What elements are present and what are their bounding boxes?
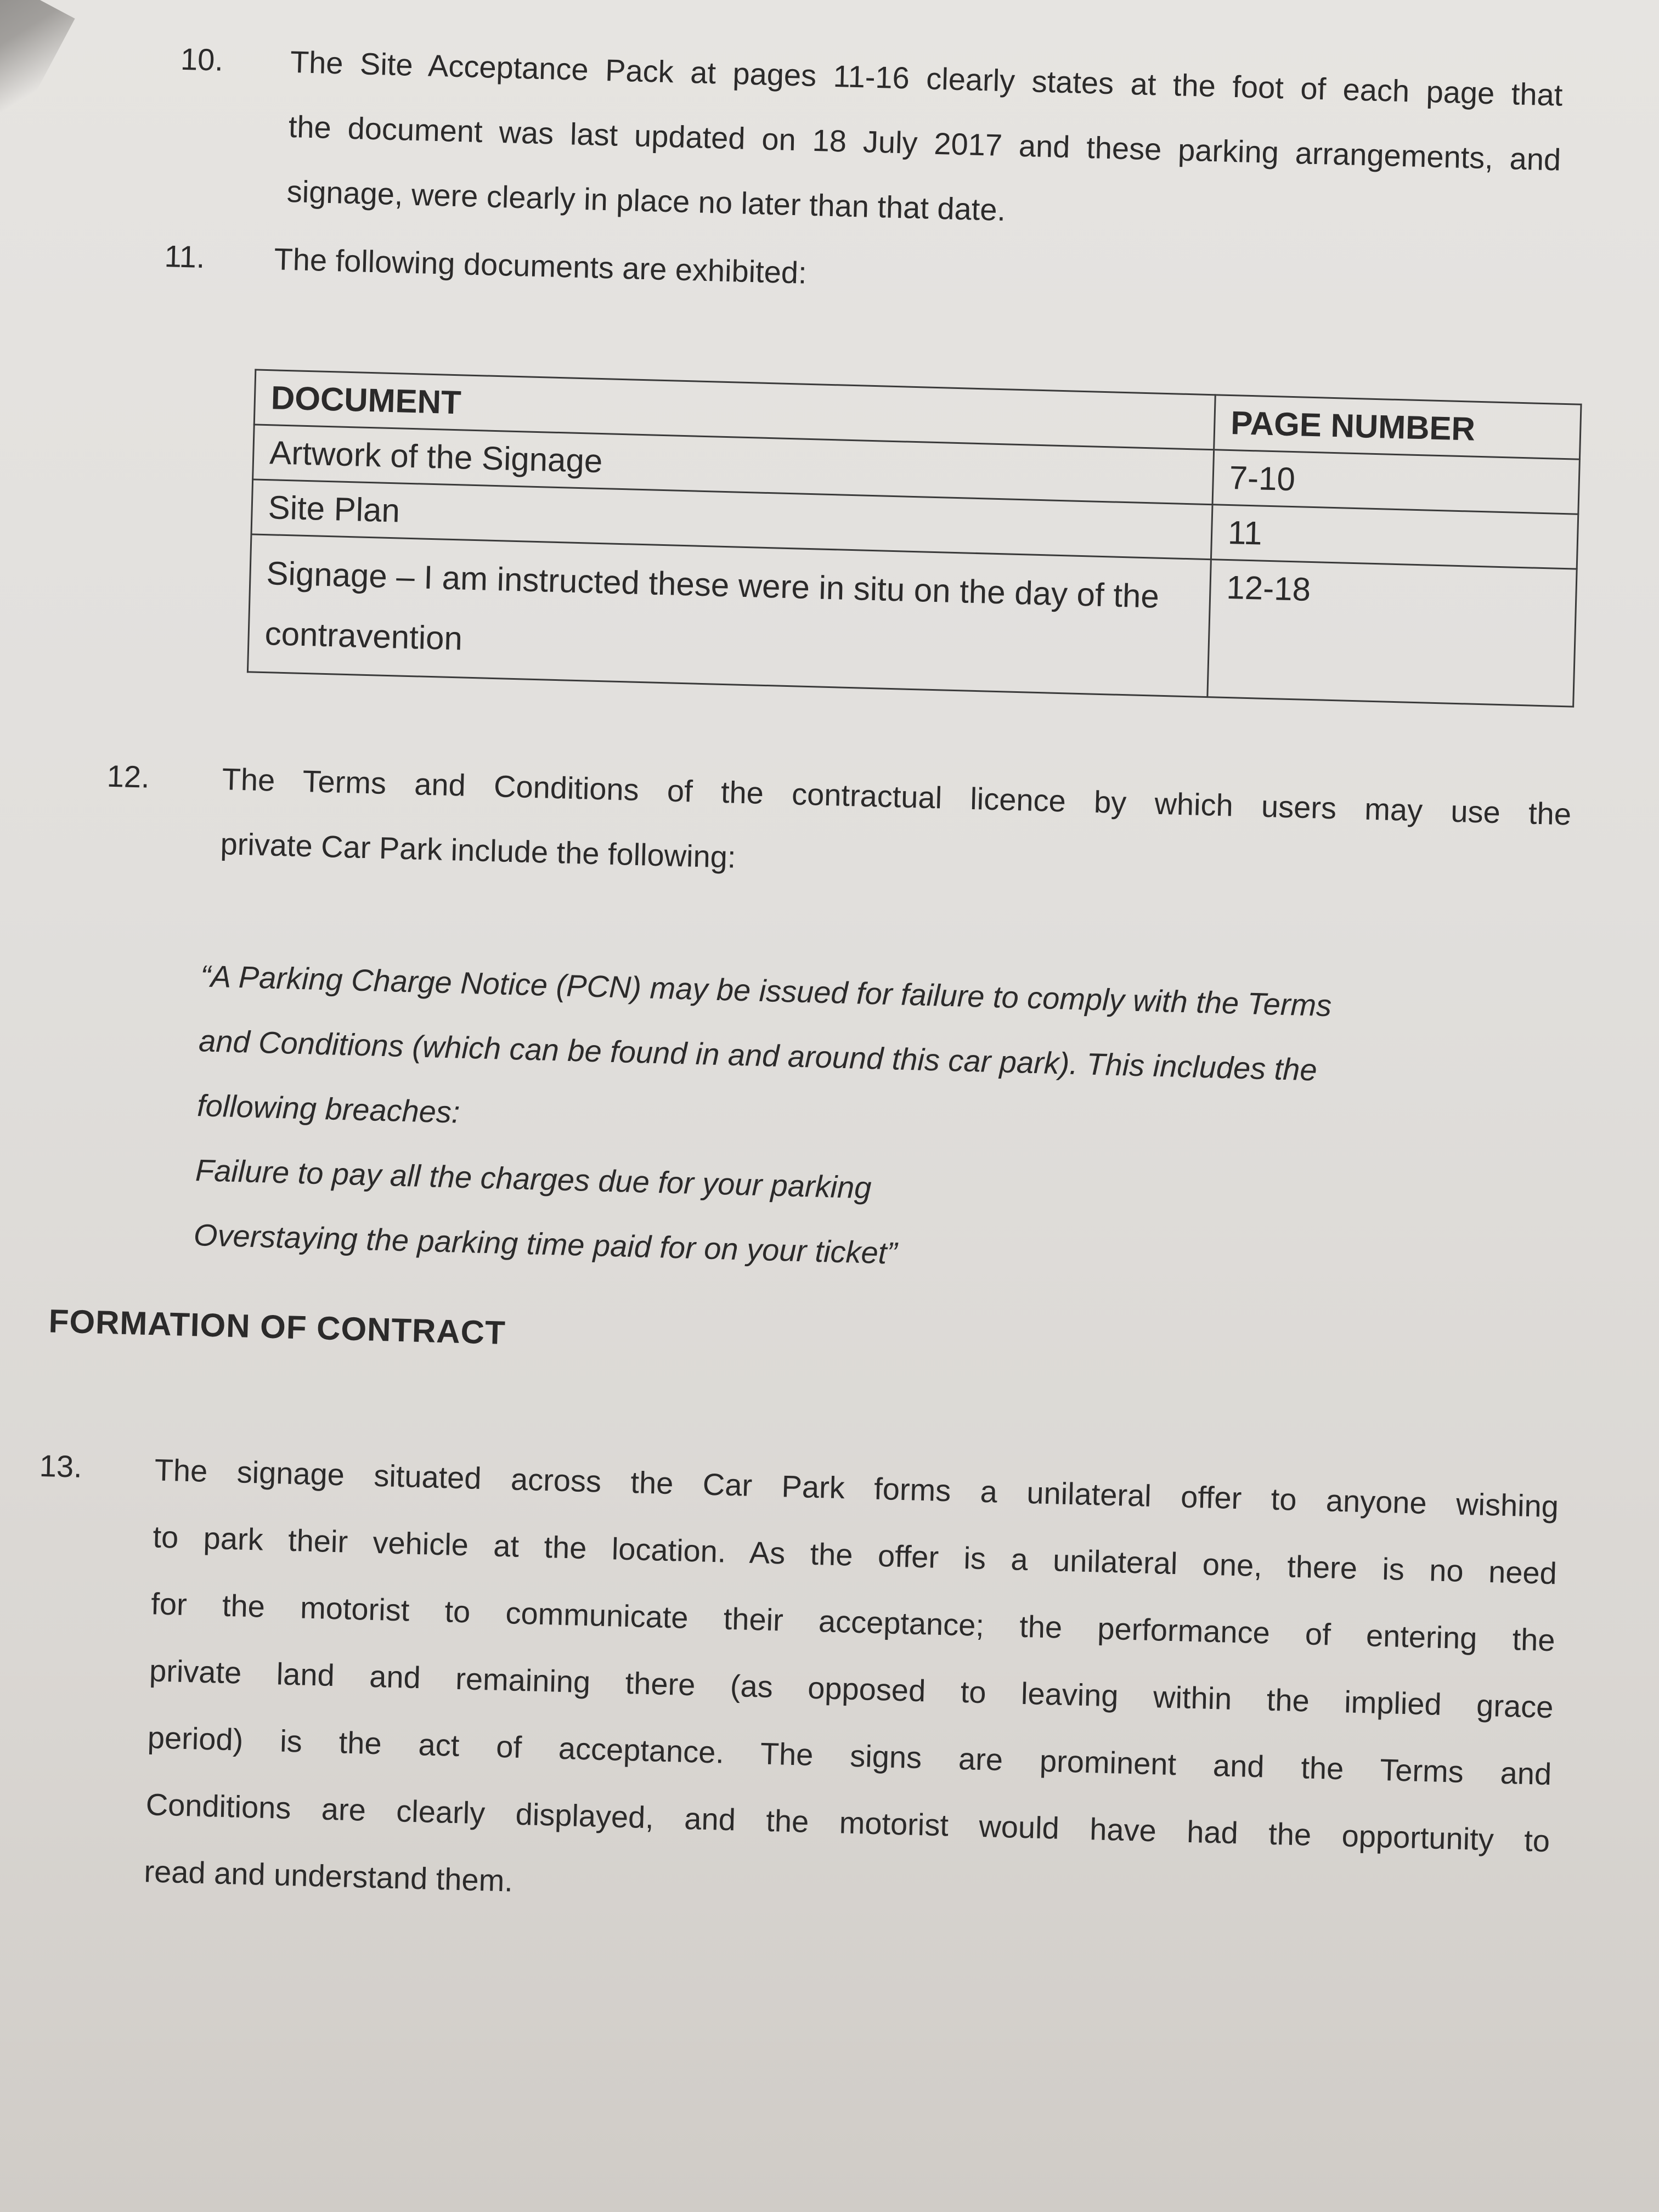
para-11-number: 11. [163,239,206,274]
terms-quote [193,944,1550,1302]
cell-page: 7-10 [1212,450,1579,514]
para-13-line: read and understand them. [143,1854,514,1898]
para-12 [219,747,1572,911]
para-13-line: The signage situated across the Car Park forms a unilateral offer to anyone wishing [154,1452,1559,1524]
header-page-number: PAGE NUMBER [1214,395,1581,459]
para-13-line: private land and remaining there (as opposed to leaving within the implied grace [149,1653,1554,1725]
quote-line: Failure to pay all the charges due for your parking [195,1153,872,1205]
cell-page: 11 [1211,505,1578,569]
cell-document: Artwork of the Signage [253,425,1214,505]
quote-line: following breaches: [196,1088,461,1130]
quote-line: and Conditions (which can be found in and around this car park). This includes the [198,1023,1318,1087]
para-13-number: 13. [39,1448,83,1484]
para-13-line: period) is the act of acceptance. The signs are prominent and the Terms and [147,1720,1552,1792]
cell-document: Site Plan [251,479,1212,560]
cell-page: 12-18 [1207,560,1577,707]
para-11 [273,227,808,305]
para-10-line: The Site Acceptance Pack at pages 11-16 clearly states at the foot of each page that [290,44,1564,112]
exhibits-table [247,369,1582,707]
para-13-line: Conditions are clearly displayed, and the motorist would have had the opportunity to [145,1787,1550,1859]
para-10 [286,30,1563,257]
header-document: DOCUMENT [254,370,1215,450]
quote-line: Overstaying the parking time paid for on your ticket” [193,1217,898,1271]
para-12-number: 12. [106,758,150,794]
para-12-line: private Car Park include the following: [219,826,737,874]
para-10-number: 10. [180,41,224,77]
para-12-line: The Terms and Conditions of the contractual licence by which users may use the [221,761,1572,832]
para-13-line: for the motorist to communicate their acceptance; the performance of entering the [150,1586,1556,1658]
para-10-line: the document was last updated on 18 July 2017 and these parking arrangements, and [288,109,1562,177]
quote-line: “A Parking Charge Notice (PCN) may be issued for failure to comply with the Terms [200,958,1332,1023]
section-heading: FORMATION OF CONTRACT [48,1302,506,1351]
cell-document: Signage – I am instructed these were in situ on the day of the contravention [247,534,1211,697]
para-10-line: signage, were clearly in place no later than that date. [286,173,1006,228]
para-13-line: to park their vehicle at the location. As the offer is a unilateral one, there is no need [152,1519,1558,1591]
para-13 [143,1436,1559,1942]
para-11-text: The following documents are exhibited: [273,241,808,290]
